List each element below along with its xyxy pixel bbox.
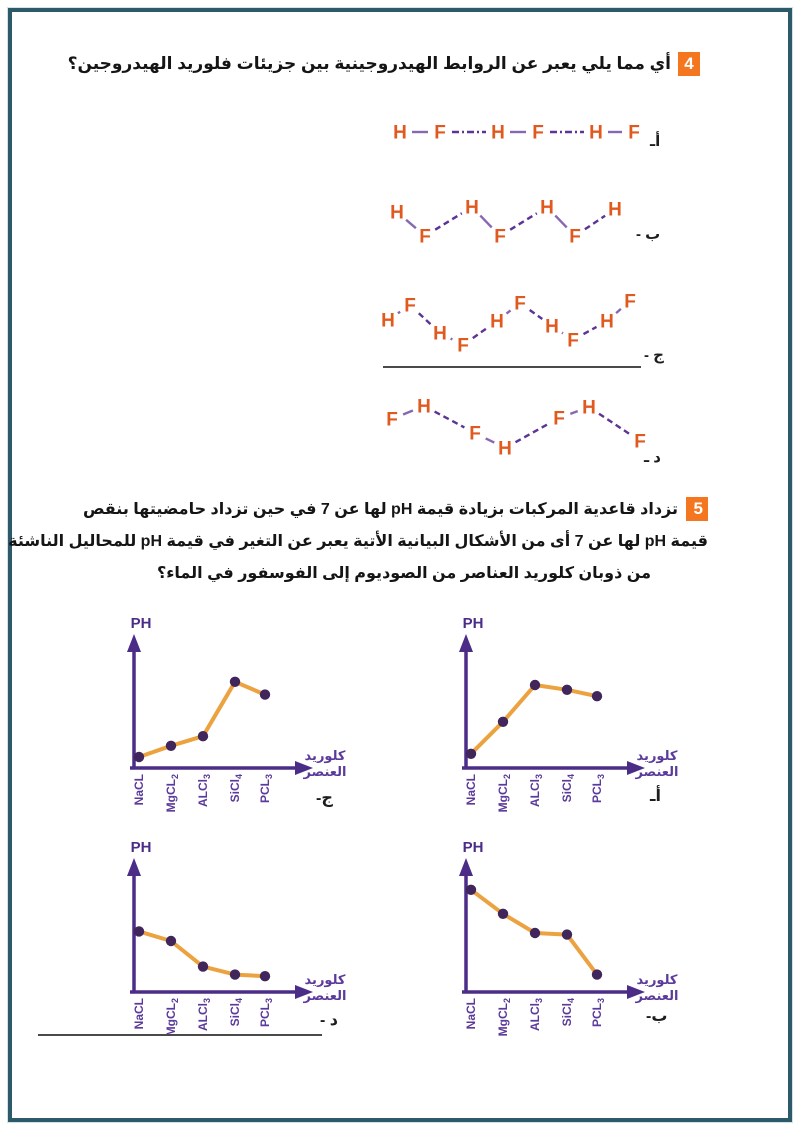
atom-label-F: F — [514, 293, 526, 315]
bond-solid — [486, 438, 495, 442]
x-tick-label: MgCL$_2$ — [164, 998, 180, 1037]
y-axis-title: PH — [462, 615, 484, 632]
atom-label-F: F — [457, 335, 469, 354]
question5-text-line1: تزداد قاعدية المركبات بزيادة قيمة pH لها عن 7 في حين تزداد حامضيتها بنقص — [82, 501, 678, 518]
option-b-label: ب - — [636, 226, 661, 243]
x-axis-title: العنصر — [635, 764, 679, 779]
atom-label-H: H — [433, 323, 447, 345]
bond-dash — [510, 213, 537, 229]
x-tick-label: $PCL_3$ — [590, 774, 606, 804]
x-tick-label: ALCl$_3$ — [196, 998, 212, 1032]
atom-label-F: F — [569, 226, 581, 248]
x-axis-title: كلوريد — [636, 748, 678, 763]
question5-block — [8, 494, 708, 590]
bond-dash — [419, 313, 431, 325]
bond-solid — [398, 312, 400, 313]
data-point — [466, 749, 476, 759]
data-point — [530, 928, 540, 938]
data-point — [498, 909, 508, 919]
x-tick-label: ALCl$_3$ — [528, 998, 544, 1032]
data-point — [260, 971, 270, 981]
hf-diagram-option-c — [378, 290, 640, 354]
x-tick-label: NaCL — [464, 998, 478, 1030]
question5-text-line3: من ذوبان كلوريد العناصر من الصوديوم إلى الفوسفور في الماء؟ — [156, 565, 652, 582]
atom-label-F: F — [567, 330, 579, 352]
y-axis-title: PH — [462, 839, 484, 856]
bond-dash — [435, 213, 462, 229]
chart-option-c-label: ج- — [316, 790, 333, 807]
atom-label-F: F — [553, 408, 565, 430]
ph-chart-option-c — [84, 610, 352, 825]
hf-diagram-option-a — [388, 112, 646, 150]
atom-label-H: H — [545, 316, 559, 338]
bond-dash — [584, 327, 597, 334]
bond-dash — [516, 424, 549, 442]
chart-option-d-label: د - — [320, 1012, 338, 1029]
bond-solid — [507, 310, 511, 313]
hf-diagram-option-b — [385, 196, 629, 248]
x-tick-label: $PCL_3$ — [258, 774, 274, 804]
data-point — [198, 731, 208, 741]
option-d-label: د ـ — [644, 449, 661, 466]
data-point — [198, 961, 208, 971]
atom-label-H: H — [417, 398, 431, 418]
ph-chart-option-b — [416, 834, 684, 1049]
data-point — [562, 929, 572, 939]
atom-label-F: F — [434, 122, 446, 144]
bond-solid — [555, 216, 566, 228]
x-tick-label: ALCl$_3$ — [528, 774, 544, 808]
atom-label-F: F — [624, 291, 636, 313]
data-point — [530, 680, 540, 690]
x-tick-label: MgCL$_2$ — [496, 998, 512, 1037]
bond-dash — [585, 216, 605, 230]
bond-solid — [616, 309, 621, 313]
data-point — [498, 717, 508, 727]
atom-label-F: F — [404, 295, 416, 317]
y-axis-title: PH — [130, 615, 152, 632]
data-point — [562, 685, 572, 695]
atom-label-H: H — [393, 122, 407, 144]
question5-number-badge: 5 — [686, 497, 708, 521]
data-point — [230, 677, 240, 687]
atom-label-H: H — [582, 398, 596, 419]
x-axis-title: العنصر — [303, 988, 347, 1003]
option-c-label: ج - — [644, 347, 664, 364]
atom-label-H: H — [390, 202, 404, 224]
bond-dash — [473, 328, 487, 338]
chart-option-a-label: أـ — [650, 788, 661, 805]
atom-label-F: F — [628, 122, 640, 144]
hf-diagram-option-d — [383, 398, 650, 456]
x-tick-label: NaCL — [464, 774, 478, 806]
atom-label-H: H — [491, 122, 505, 144]
y-axis-arrow — [459, 858, 473, 876]
atom-label-F: F — [494, 226, 506, 248]
question4-header — [68, 52, 700, 76]
atom-label-H: H — [490, 311, 504, 333]
x-tick-label: SiCl$_4$ — [560, 998, 576, 1027]
bond-dash — [435, 412, 465, 428]
bond-solid — [403, 411, 413, 415]
data-line — [471, 685, 597, 754]
data-line — [139, 682, 265, 757]
answer-underline-option-d — [38, 1034, 322, 1036]
x-tick-label: ALCl$_3$ — [196, 774, 212, 808]
question4-number-badge: 4 — [678, 52, 700, 76]
bond-solid — [562, 333, 563, 334]
atom-label-H: H — [608, 199, 622, 221]
x-axis-title: كلوريد — [636, 972, 678, 987]
y-axis-arrow — [127, 634, 141, 652]
data-point — [166, 936, 176, 946]
x-tick-label: $PCL_3$ — [258, 998, 274, 1028]
x-axis-title: كلوريد — [304, 972, 346, 987]
data-point — [466, 885, 476, 895]
bond-dash — [599, 414, 630, 435]
atom-label-F: F — [634, 431, 646, 453]
x-tick-label: SiCl$_4$ — [560, 774, 576, 803]
x-tick-label: SiCl$_4$ — [228, 998, 244, 1027]
bond-solid — [480, 216, 491, 228]
option-a-label: أـ — [650, 133, 661, 150]
bond-solid — [570, 411, 577, 414]
bond-dash — [530, 310, 543, 319]
atom-label-F: F — [469, 423, 481, 445]
answer-underline-option-c — [383, 366, 641, 368]
question5-line1-wrap — [82, 494, 708, 526]
atom-label-H: H — [540, 197, 554, 219]
x-axis-title: العنصر — [303, 764, 347, 779]
x-tick-label: MgCL$_2$ — [496, 774, 512, 813]
x-tick-label: SiCl$_4$ — [228, 774, 244, 803]
atom-label-F: F — [532, 122, 544, 144]
atom-label-H: H — [381, 310, 395, 332]
ph-chart-option-a — [416, 610, 684, 825]
x-tick-label: MgCL$_2$ — [164, 774, 180, 813]
data-point — [592, 691, 602, 701]
x-axis-title: كلوريد — [304, 748, 346, 763]
chart-option-b-label: ب- — [646, 1008, 668, 1025]
data-point — [260, 689, 270, 699]
y-axis-title: PH — [130, 839, 152, 856]
data-point — [134, 926, 144, 936]
question5-text-line2: قيمة pH لها عن 7 أى من الأشكال البيانية الأتية يعبر عن التغير في قيمة pH للمحاليل الناشئة — [8, 533, 708, 550]
atom-label-H: H — [465, 197, 479, 219]
x-tick-label: NaCL — [132, 998, 146, 1030]
data-point — [134, 752, 144, 762]
atom-label-H: H — [589, 122, 603, 144]
atom-label-F: F — [386, 409, 398, 431]
y-axis-arrow — [459, 634, 473, 652]
atom-label-H: H — [600, 311, 614, 333]
bond-solid — [406, 220, 416, 228]
data-point — [230, 969, 240, 979]
bond-solid — [451, 339, 453, 340]
data-point — [166, 741, 176, 751]
x-tick-label: NaCL — [132, 774, 146, 806]
x-axis-title: العنصر — [635, 988, 679, 1003]
atom-label-H: H — [498, 438, 512, 456]
ph-chart-option-d — [84, 834, 352, 1049]
data-point — [592, 969, 602, 979]
x-tick-label: $PCL_3$ — [590, 998, 606, 1028]
atom-label-F: F — [419, 226, 431, 248]
question4-text: أي مما يلي يعبر عن الروابط الهيدروجينية بين جزيئات فلوريد الهيدروجين؟ — [67, 54, 671, 73]
y-axis-arrow — [127, 858, 141, 876]
